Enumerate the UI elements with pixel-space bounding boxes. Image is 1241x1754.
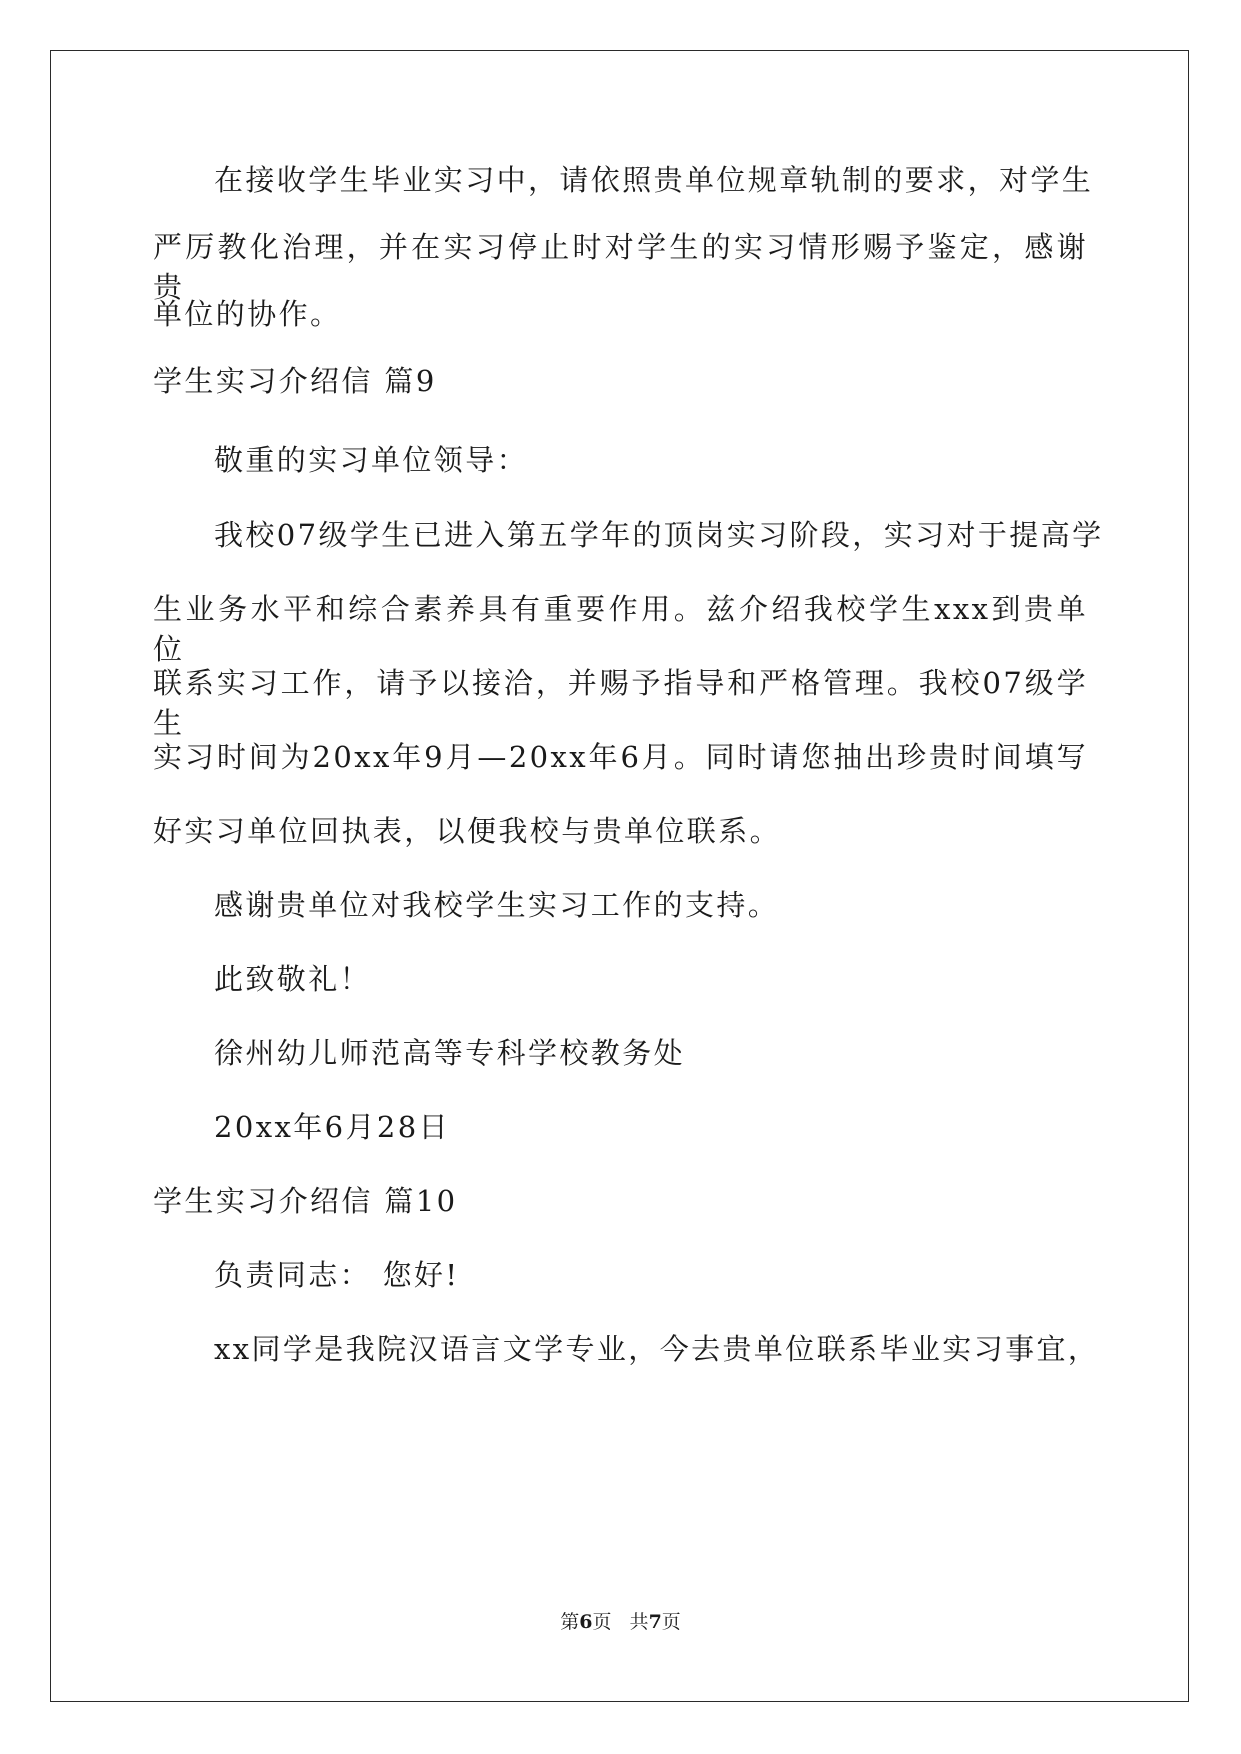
paragraph-line: 感谢贵单位对我校学生实习工作的支持。 [214, 888, 780, 922]
paragraph-line: 在接收学生毕业实习中，请依照贵单位规章轨制的要求，对学生 [214, 163, 1094, 197]
salutation: 敬重的实习单位领导： [214, 443, 529, 477]
footer-total-pages: 7 [648, 1611, 662, 1633]
footer-middle: 页 共 [592, 1611, 649, 1633]
page-footer [0, 1610, 1241, 1634]
date-line: 20xx年6月28日 [214, 1110, 450, 1144]
salutation: 负责同志： 您好! [214, 1258, 460, 1292]
footer-page-number: 6 [579, 1611, 593, 1633]
paragraph-line: 我校07级学生已进入第五学年的顶岗实习阶段，实习对于提高学 [214, 518, 1104, 552]
section-heading: 学生实习介绍信 篇10 [153, 1184, 458, 1218]
paragraph-line: xx同学是我院汉语言文学专业，今去贵单位联系毕业实习事宜， [214, 1332, 1100, 1366]
paragraph-line: 单位的协作。 [153, 297, 342, 331]
closing-line: 此致敬礼！ [214, 962, 372, 996]
signature-line: 徐州幼儿师范高等专科学校教务处 [214, 1036, 686, 1070]
paragraph-line: 严厉教化治理，并在实习停止时对学生的实习情形赐予鉴定，感谢贵 [153, 230, 1088, 304]
footer-suffix: 页 [661, 1611, 681, 1633]
footer-prefix: 第 [560, 1611, 580, 1633]
paragraph-line: 好实习单位回执表，以便我校与贵单位联系。 [153, 814, 782, 848]
paragraph-line: 实习时间为20xx年9月—20xx年6月。同时请您抽出珍贵时间填写 [153, 740, 1088, 774]
section-heading: 学生实习介绍信 篇9 [153, 364, 437, 398]
paragraph-line: 生业务水平和综合素养具有重要作用。兹介绍我校学生xxx到贵单位 [153, 592, 1088, 666]
paragraph-line: 联系实习工作，请予以接洽，并赐予指导和严格管理。我校07级学生 [153, 666, 1088, 740]
